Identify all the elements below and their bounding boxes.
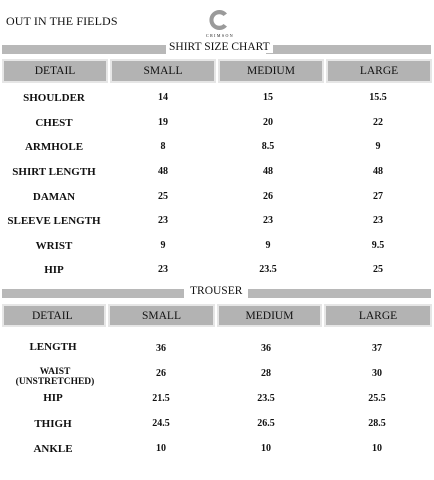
shirt-cell-small: 19: [158, 117, 168, 128]
shirt-cell-medium: 26: [263, 191, 273, 202]
shirt-cell-large: 48: [373, 166, 383, 177]
trouser-cell-medium: 28: [261, 368, 271, 379]
shirt-cell-medium: 15: [263, 92, 273, 103]
shirt-row-label: SLEEVE LENGTH: [7, 215, 101, 227]
store-name: OUT IN THE FIELDS: [6, 14, 118, 28]
trouser-cell-large: 28.5: [368, 418, 386, 429]
shirt-cell-small: 14: [158, 92, 168, 103]
shirt-row-label: HIP: [44, 264, 64, 276]
trouser-header-small: SMALL: [108, 304, 215, 327]
section-divider-right: [266, 45, 431, 54]
shirt-header-large: LARGE: [326, 59, 432, 83]
shirt-cell-large: 22: [373, 117, 383, 128]
shirt-cell-medium: 8.5: [261, 141, 275, 152]
trouser-row-label: HIP: [43, 392, 63, 404]
trouser-row-label: ANKLE: [33, 443, 73, 455]
shirt-header-medium: MEDIUM: [218, 59, 324, 83]
shirt-row-label: DAMAN: [32, 191, 76, 203]
trouser-cell-small: 10: [156, 443, 166, 454]
shirt-cell-large: 23: [373, 215, 383, 226]
trouser-cell-medium: 10: [261, 443, 271, 454]
shirt-row-label: SHIRT LENGTH: [12, 166, 96, 178]
shirt-cell-small: 8: [160, 141, 166, 152]
trouser-row-label: WAIST (UNSTRETCHED): [15, 367, 95, 387]
trouser-divider-left: [2, 289, 184, 298]
shirt-cell-large: 9: [375, 141, 381, 152]
trouser-cell-large: 10: [372, 443, 382, 454]
trouser-divider-right: [248, 289, 431, 298]
shirt-cell-small: 23: [158, 215, 168, 226]
trouser-cell-medium: 23.5: [257, 393, 275, 404]
crimson-c-logo-icon: [207, 8, 231, 32]
trouser-cell-medium: 26.5: [257, 418, 275, 429]
brand-logo: [206, 8, 235, 44]
shirt-chart-title: SHIRT SIZE CHART: [166, 41, 273, 53]
trouser-cell-medium: 36: [261, 343, 271, 354]
trouser-header-medium: MEDIUM: [217, 304, 322, 327]
trouser-cell-small: 21.5: [152, 393, 170, 404]
shirt-cell-small: 9: [160, 240, 166, 251]
trouser-row-label: LENGTH: [29, 341, 77, 353]
shirt-header-detail: DETAIL: [2, 59, 108, 83]
shirt-cell-large: 15.5: [369, 92, 387, 103]
shirt-cell-large: 25: [373, 264, 383, 275]
shirt-cell-medium: 9: [265, 240, 271, 251]
trouser-cell-large: 25.5: [368, 393, 386, 404]
logo-wordmark: CRIMSON: [206, 33, 235, 38]
trouser-cell-large: 30: [372, 368, 382, 379]
trouser-cell-small: 24.5: [152, 418, 170, 429]
shirt-row-label: ARMHOLE: [24, 141, 84, 153]
shirt-cell-medium: 23.5: [259, 264, 277, 275]
shirt-cell-large: 27: [373, 191, 383, 202]
shirt-cell-small: 25: [158, 191, 168, 202]
shirt-row-label: WRIST: [35, 240, 73, 252]
shirt-cell-medium: 23: [263, 215, 273, 226]
trouser-cell-large: 37: [372, 343, 382, 354]
trouser-header-detail: DETAIL: [2, 304, 106, 327]
trouser-header-large: LARGE: [324, 304, 432, 327]
shirt-cell-small: 23: [158, 264, 168, 275]
shirt-cell-small: 48: [158, 166, 168, 177]
shirt-row-label: SHOULDER: [23, 92, 85, 104]
shirt-row-label: CHEST: [35, 117, 73, 129]
shirt-header-small: SMALL: [110, 59, 216, 83]
section-divider-left: [2, 45, 166, 54]
trouser-chart-title: TROUSER: [187, 285, 245, 297]
shirt-cell-medium: 20: [263, 117, 273, 128]
trouser-cell-small: 26: [156, 368, 166, 379]
trouser-row-label: THIGH: [34, 418, 72, 430]
shirt-cell-large: 9.5: [371, 240, 385, 251]
shirt-cell-medium: 48: [263, 166, 273, 177]
trouser-cell-small: 36: [156, 343, 166, 354]
